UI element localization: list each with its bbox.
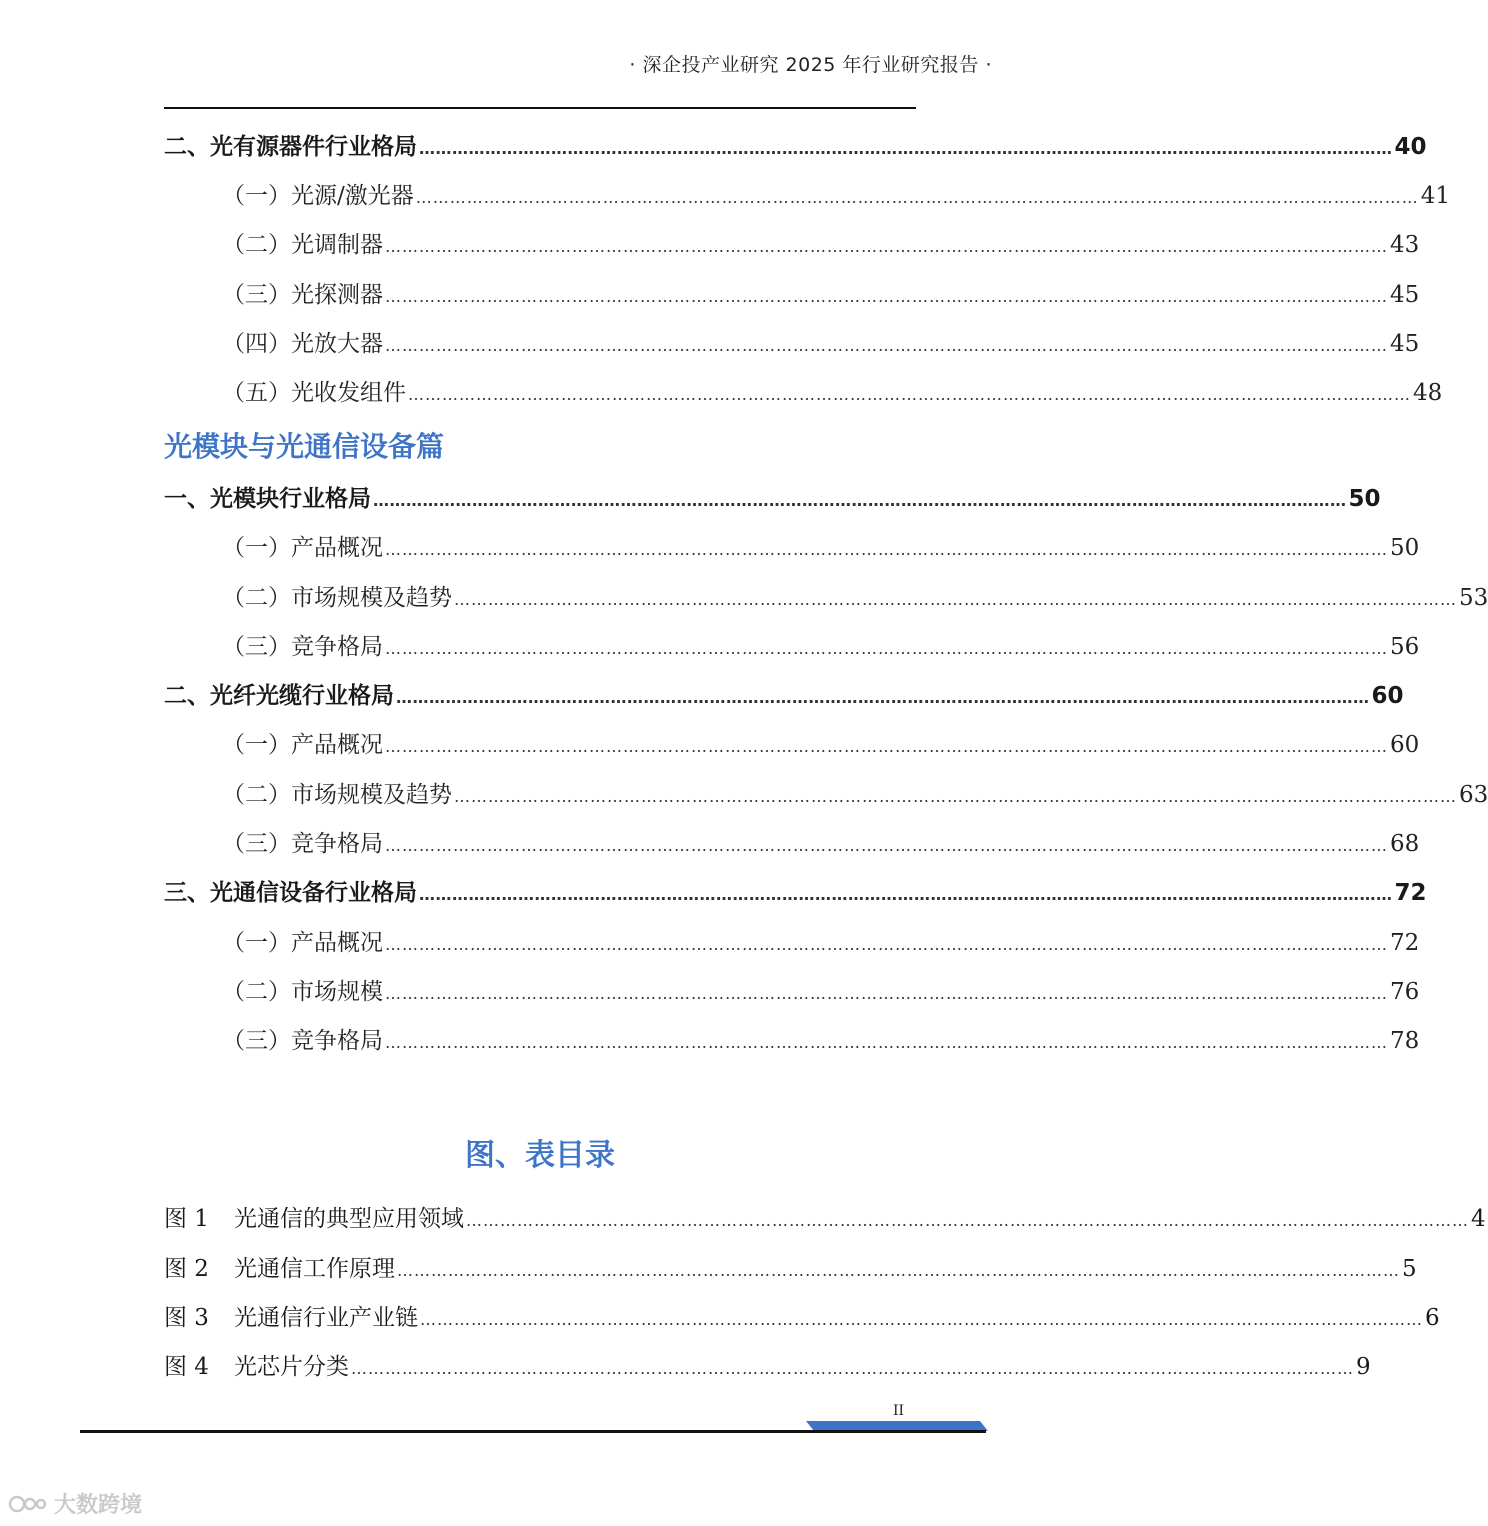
toc-entry-label: （一）产品概况 [222, 732, 383, 758]
toc-entry-page: 60 [1390, 732, 1420, 758]
toc-entry-page: 40 [1394, 134, 1427, 160]
dot-leader: …………………………………………………………………………………………………………………………………………………………… [385, 237, 1388, 256]
toc-entry-page: 45 [1390, 282, 1420, 308]
figure-page: 4 [1471, 1206, 1486, 1232]
toc-entry-page: 72 [1394, 880, 1427, 906]
toc-entry-label: （三）竞争格局 [222, 1028, 383, 1054]
toc-entry-h3[interactable] [164, 530, 1420, 566]
toc-entry-h2[interactable] [164, 678, 1404, 714]
dot-leader: …………………………………………………………………………………………………………………………………………………………… [408, 385, 1411, 404]
toc-entry-h3[interactable] [164, 777, 1488, 813]
toc-entry-h3[interactable] [164, 826, 1420, 862]
dot-leader: …………………………………………………………………………………………………………………………………………………………… [454, 590, 1457, 609]
toc-entry-h2[interactable] [164, 129, 1427, 165]
figure-label: 光通信工作原理 [234, 1256, 395, 1282]
watermark-logo-icon [8, 1493, 48, 1515]
dot-leader: …………………………………………………………………………………………………………………………………………………………… [396, 688, 1370, 707]
toc-entry-label: （二）光调制器 [222, 232, 383, 258]
page-number: II [893, 1403, 905, 1419]
dot-leader: …………………………………………………………………………………………………………………………………………………………… [466, 1211, 1469, 1230]
toc-entry-h3[interactable] [164, 1023, 1420, 1059]
toc-entry-label: （二）市场规模及趋势 [222, 782, 452, 808]
dot-leader: …………………………………………………………………………………………………………………………………………………………… [385, 639, 1388, 658]
figure-label: 光通信行业产业链 [234, 1305, 418, 1331]
dot-leader: …………………………………………………………………………………………………………………………………………………………… [420, 1310, 1423, 1329]
toc-entry-label: （二）市场规模及趋势 [222, 585, 452, 611]
figure-page: 5 [1402, 1256, 1417, 1282]
toc-entry-label: （一）产品概况 [222, 930, 383, 956]
toc-entry-page: 48 [1413, 380, 1443, 406]
figure-label: 光芯片分类 [234, 1354, 349, 1380]
toc-entry-page: 60 [1371, 683, 1404, 709]
dot-leader: …………………………………………………………………………………………………………………………………………………………… [385, 540, 1388, 559]
toc-entry-label: （一）光源/激光器 [222, 183, 414, 209]
toc-entry-page: 53 [1459, 585, 1488, 611]
toc-entry-label: （三）竞争格局 [222, 634, 383, 660]
toc-entry-h3[interactable] [164, 580, 1488, 616]
toc-entry-label: 三、光通信设备行业格局 [164, 880, 417, 906]
toc-entry-page: 72 [1390, 930, 1420, 956]
dot-leader: …………………………………………………………………………………………………………………………………………………………… [397, 1261, 1400, 1280]
figure-entry[interactable] [164, 1349, 1371, 1385]
part-section-title[interactable]: 光模块与光通信设备篇 [164, 430, 445, 463]
toc-entry-page: 45 [1390, 331, 1420, 357]
toc-entry-h3[interactable] [164, 974, 1420, 1010]
dot-leader: …………………………………………………………………………………………………………………………………………………………… [454, 787, 1457, 806]
toc-entry-h3[interactable] [164, 925, 1420, 961]
toc-entry-label: （二）市场规模 [222, 979, 383, 1005]
toc-entry-h3[interactable] [164, 375, 1443, 411]
dot-leader: …………………………………………………………………………………………………………………………………………………………… [419, 885, 1393, 904]
toc-entry-label: 二、光有源器件行业格局 [164, 134, 417, 160]
toc-entry-page: 56 [1390, 634, 1420, 660]
watermark [8, 1488, 142, 1519]
footer-rule [80, 1430, 986, 1433]
toc-entry-label: （三）竞争格局 [222, 831, 383, 857]
dot-leader: …………………………………………………………………………………………………………………………………………………………… [385, 336, 1388, 355]
figure-number: 图 2 [164, 1256, 209, 1282]
toc-entry-h3[interactable] [164, 227, 1420, 263]
dot-leader: …………………………………………………………………………………………………………………………………………………………… [351, 1359, 1354, 1378]
toc-entry-h3[interactable] [164, 629, 1420, 665]
dot-leader: …………………………………………………………………………………………………………………………………………………………… [385, 836, 1388, 855]
dot-leader: …………………………………………………………………………………………………………………………………………………………… [385, 1033, 1388, 1052]
toc-entry-label: （五）光收发组件 [222, 380, 406, 406]
dot-leader: …………………………………………………………………………………………………………………………………………………………… [373, 491, 1347, 510]
toc-entry-page: 50 [1390, 535, 1420, 561]
figure-entry[interactable] [164, 1251, 1417, 1287]
dot-leader: …………………………………………………………………………………………………………………………………………………………… [385, 737, 1388, 756]
toc-entry-h3[interactable] [164, 727, 1420, 763]
toc-entry-h3[interactable] [164, 277, 1420, 313]
figure-entry[interactable] [164, 1201, 1486, 1237]
dot-leader: …………………………………………………………………………………………………………………………………………………………… [385, 935, 1388, 954]
figure-label: 光通信的典型应用领域 [234, 1206, 464, 1232]
dot-leader: …………………………………………………………………………………………………………………………………………………………… [385, 984, 1388, 1003]
toc-entry-label: （一）产品概况 [222, 535, 383, 561]
toc-entry-page: 78 [1390, 1028, 1420, 1054]
toc-entry-label: 二、光纤光缆行业格局 [164, 683, 394, 709]
toc-entry-label: （三）光探测器 [222, 282, 383, 308]
figure-page: 9 [1356, 1354, 1371, 1380]
list-of-figures-title: 图、表目录 [465, 1138, 615, 1173]
watermark-text: 大数跨境 [54, 1493, 143, 1518]
figure-page: 6 [1425, 1305, 1440, 1331]
toc-entry-h3[interactable] [164, 178, 1451, 214]
dot-leader: …………………………………………………………………………………………………………………………………………………………… [385, 287, 1388, 306]
toc-entry-page: 76 [1390, 979, 1420, 1005]
figure-number: 图 3 [164, 1305, 209, 1331]
figure-entry[interactable] [164, 1300, 1440, 1336]
running-header: · 深企投产业研究 2025 年行业研究报告 · [629, 54, 992, 76]
dot-leader: …………………………………………………………………………………………………………………………………………………………… [415, 188, 1419, 207]
toc-entry-page: 43 [1390, 232, 1420, 258]
toc-entry-page: 68 [1390, 831, 1420, 857]
toc-entry-h2[interactable] [164, 875, 1427, 911]
toc-entry-label: （四）光放大器 [222, 331, 383, 357]
dot-leader: …………………………………………………………………………………………………………………………………………………………… [419, 139, 1393, 158]
toc-entry-h3[interactable] [164, 326, 1420, 362]
figure-number: 图 1 [164, 1206, 209, 1232]
toc-entry-h2[interactable] [164, 481, 1381, 517]
figure-number: 图 4 [164, 1354, 209, 1380]
toc-entry-label: 一、光模块行业格局 [164, 486, 371, 512]
toc-entry-page: 63 [1459, 782, 1488, 808]
toc-entry-page: 50 [1348, 486, 1381, 512]
toc-entry-page: 41 [1420, 183, 1451, 209]
